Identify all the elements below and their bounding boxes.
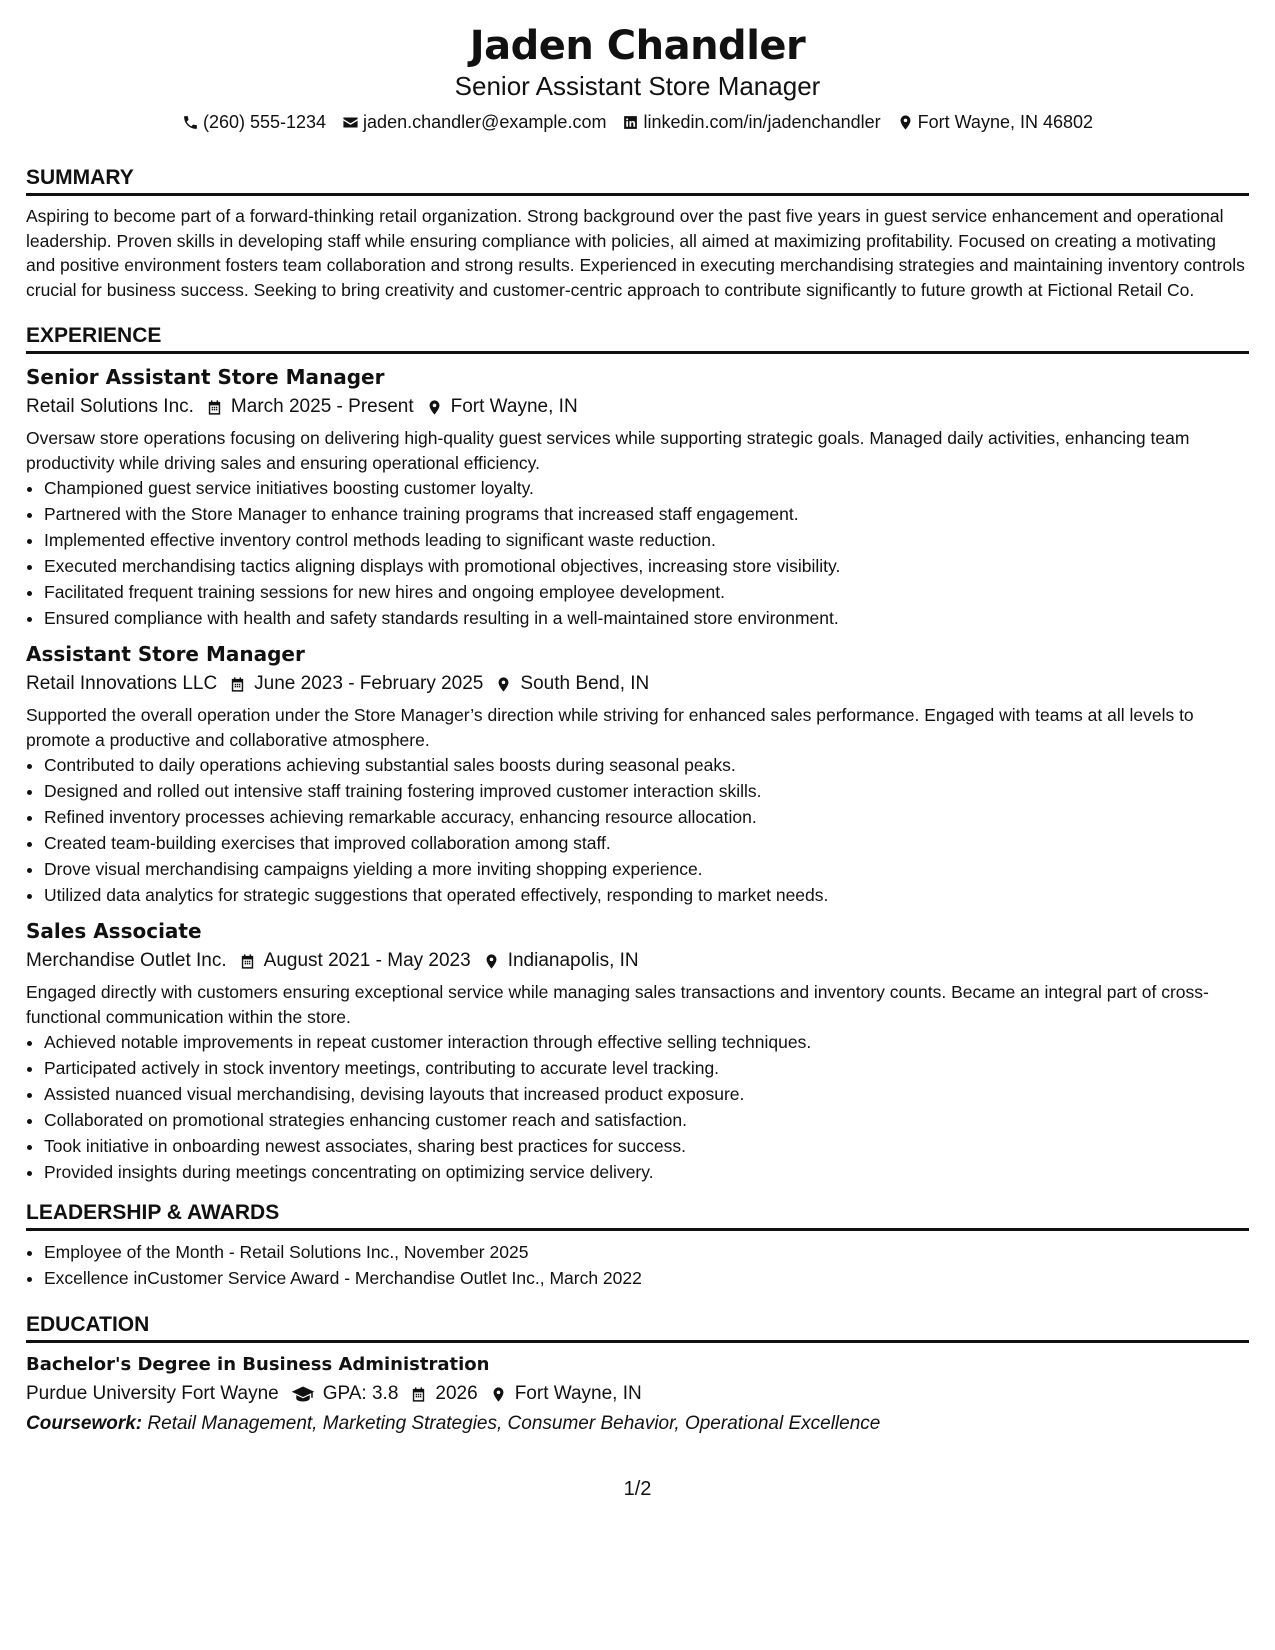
coursework-text: Retail Management, Marketing Strategies, Consumer Behavior, Operational Excellence: [147, 1413, 881, 1434]
phone-text: (260) 555-1234: [202, 112, 327, 132]
list-item: • Implemented effective inventory control methods leading to significant waste reduction.: [44, 527, 1249, 553]
job-company: Retail Solutions Inc.: [26, 396, 194, 417]
list-item: • Executed merchandising tactics aligning displays with promotional objectives, increasing store visibility.: [44, 553, 1249, 579]
awards-section: [26, 1199, 1249, 1291]
job-meta: [26, 392, 1249, 422]
candidate-title: Senior Assistant Store Manager: [454, 71, 821, 101]
contact-phone[interactable]: [182, 110, 326, 134]
list-item: • Participated actively in stock inventory meetings, contributing to accurate level tracking.: [44, 1055, 1249, 1081]
job-location: South Bend, IN: [520, 673, 650, 694]
section-heading: EXPERIENCE: [26, 322, 1249, 354]
map-pin-icon: [495, 676, 512, 693]
job-entry: [26, 639, 1249, 908]
section-heading: EDUCATION: [26, 1311, 1249, 1343]
calendar-icon: [239, 953, 256, 970]
job-title: Senior Assistant Store Manager: [26, 365, 385, 389]
education-year: 2026: [435, 1383, 478, 1404]
job-dates: August 2021 - May 2023: [263, 950, 471, 971]
job-entry: [26, 916, 1249, 1185]
email-text: jaden.chandler@example.com: [363, 112, 607, 132]
envelope-icon: [342, 114, 359, 131]
summary-section: [26, 164, 1249, 302]
job-bullets: [26, 475, 1249, 631]
section-heading: LEADERSHIP & AWARDS: [26, 1199, 1249, 1231]
summary-text: Aspiring to become part of a forward-thinking retail organization. Strong background over the past five years in guest service enhancement and operational leadership. Proven skills in developing staff while ensuring compliance with policies, all aimed at maximizing profitability. Focused on creating a motivating and positive environment fosters team collaboration and strong results. Experienced in executing merchandising strategies and maintaining inventory controls crucial for business success. Seeking to bring creativity and customer-centric approach to contribute significantly to future growth at Fictional Retail Co.: [26, 206, 1245, 300]
graduation-cap-icon: [291, 1385, 315, 1403]
education-section: [26, 1311, 1249, 1439]
map-pin-icon: [483, 953, 500, 970]
education-degree: Bachelor's Degree in Business Administration: [26, 1354, 490, 1375]
awards-list: [26, 1239, 1249, 1291]
list-item: • Assisted nuanced visual merchandising, devising layouts that increased product exposure.: [44, 1081, 1249, 1107]
job-dates: March 2025 - Present: [230, 396, 414, 417]
job-meta: [26, 669, 1249, 699]
list-item: • Took initiative in onboarding newest associates, sharing best practices for success.: [44, 1133, 1249, 1159]
contact-row: [26, 110, 1249, 134]
candidate-name: Jaden Chandler: [469, 23, 806, 69]
list-item: • Partnered with the Store Manager to enhance training programs that increased staff engagement.: [44, 501, 1249, 527]
list-item: • Championed guest service initiatives boosting customer loyalty.: [44, 475, 1249, 501]
job-company: Merchandise Outlet Inc.: [26, 950, 227, 971]
map-pin-icon: [897, 114, 914, 131]
section-heading: SUMMARY: [26, 164, 1249, 196]
list-item: • Drove visual merchandising campaigns yielding a more inviting shopping experience.: [44, 856, 1249, 882]
linkedin-icon: [622, 114, 639, 131]
job-description: Engaged directly with customers ensuring exceptional service while managing sales transactions and inventory counts. Became an integral part of cross-functional communication within the store.: [26, 982, 1209, 1027]
job-title: Sales Associate: [26, 919, 202, 943]
job-company: Retail Innovations LLC: [26, 673, 218, 694]
list-item: • Provided insights during meetings concentrating on optimizing service delivery.: [44, 1159, 1249, 1185]
calendar-icon: [410, 1386, 427, 1403]
list-item: • Collaborated on promotional strategies enhancing customer reach and satisfaction.: [44, 1107, 1249, 1133]
calendar-icon: [206, 399, 223, 416]
job-location: Indianapolis, IN: [507, 950, 639, 971]
location-text: Fort Wayne, IN 46802: [917, 112, 1094, 132]
job-description: Supported the overall operation under the Store Manager’s direction while striving for enhanced sales performance. Engaged with teams at all levels to promote a productive and collaborative atmosphere.: [26, 705, 1194, 750]
phone-icon: [182, 114, 199, 131]
experience-section: [26, 322, 1249, 1185]
map-pin-icon: [426, 399, 443, 416]
list-item: • Utilized data analytics for strategic suggestions that operated effectively, responding to market needs.: [44, 882, 1249, 908]
education-location: Fort Wayne, IN: [514, 1383, 642, 1404]
list-item: • Facilitated frequent training sessions for new hires and ongoing employee development.: [44, 579, 1249, 605]
list-item: • Designed and rolled out intensive staff training fostering improved customer interaction skills.: [44, 778, 1249, 804]
calendar-icon: [229, 676, 246, 693]
contact-location: [897, 110, 1093, 134]
education-school: Purdue University Fort Wayne: [26, 1383, 279, 1404]
resume-header: [26, 0, 1249, 134]
page-number: 1/2: [623, 1478, 652, 1500]
coursework-label: Coursework:: [26, 1413, 143, 1434]
list-item: • Contributed to daily operations achieving substantial sales boosts during seasonal peaks.: [44, 752, 1249, 778]
job-description: Oversaw store operations focusing on delivering high-quality guest services while supporting strategic goals. Managed daily activities, enhancing team productivity while driving sales and ensuring operational efficiency.: [26, 428, 1190, 473]
education-gpa: GPA: 3.8: [322, 1383, 399, 1404]
education-meta: [26, 1379, 1249, 1409]
contact-linkedin[interactable]: [622, 110, 880, 134]
list-item: • Ensured compliance with health and safety standards resulting in a well-maintained store environment.: [44, 605, 1249, 631]
list-item: • Achieved notable improvements in repeat customer interaction through effective selling techniques.: [44, 1029, 1249, 1055]
job-dates: June 2023 - February 2025: [254, 673, 484, 694]
map-pin-icon: [490, 1386, 507, 1403]
job-meta: [26, 946, 1249, 976]
list-item: • Created team-building exercises that improved collaboration among staff.: [44, 830, 1249, 856]
education-coursework: [26, 1409, 1249, 1439]
job-location: Fort Wayne, IN: [450, 396, 578, 417]
job-title: Assistant Store Manager: [26, 642, 305, 666]
list-item: • Refined inventory processes achieving remarkable accuracy, enhancing resource allocation.: [44, 804, 1249, 830]
contact-email[interactable]: [342, 110, 606, 134]
list-item: • Employee of the Month - Retail Solutions Inc., November 2025: [44, 1239, 1249, 1265]
job-entry: [26, 362, 1249, 631]
list-item: • Excellence inCustomer Service Award - Merchandise Outlet Inc., March 2022: [44, 1265, 1249, 1291]
linkedin-text: linkedin.com/in/jadenchandler: [643, 112, 881, 132]
job-bullets: [26, 752, 1249, 908]
job-bullets: [26, 1029, 1249, 1185]
